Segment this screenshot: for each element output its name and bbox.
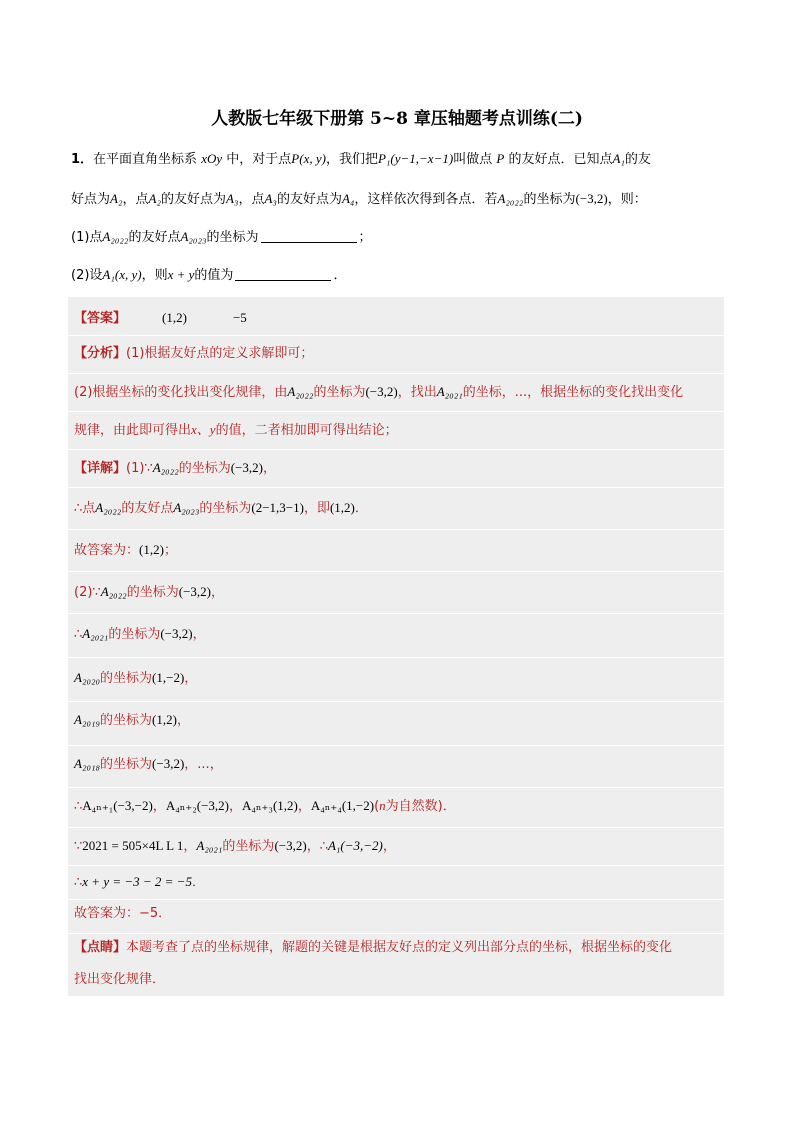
text: 的坐标为 bbox=[222, 839, 275, 854]
analysis-line-2 bbox=[74, 383, 683, 402]
math-coordinate: (−3,2) bbox=[575, 191, 608, 206]
text: (1)根据友好点的定义求解即可； bbox=[126, 346, 314, 361]
math-a4: A₄ bbox=[341, 191, 355, 206]
divider bbox=[68, 827, 724, 828]
text: 的坐标为 bbox=[126, 585, 179, 600]
math-a2021: A₂₀₂₁ bbox=[82, 626, 109, 641]
text: ， bbox=[210, 585, 224, 600]
text: ，...， bbox=[184, 757, 223, 772]
math-expression: x + y = −3 − 2 = −5 bbox=[82, 874, 192, 889]
math-a2020: A₂₀₂₀ bbox=[74, 670, 101, 685]
math-p: P bbox=[496, 151, 505, 166]
text: ． bbox=[354, 501, 368, 516]
math-x-plus-y: x + y bbox=[167, 267, 195, 282]
math-a2018: A₂₀₁₈ bbox=[74, 756, 101, 771]
divider bbox=[68, 411, 724, 412]
divider bbox=[68, 335, 724, 336]
text: ， bbox=[184, 671, 198, 686]
divider bbox=[68, 613, 724, 614]
text: 的坐标为 bbox=[199, 501, 252, 516]
text: ． bbox=[333, 268, 347, 283]
text: 的坐标为 bbox=[523, 192, 576, 207]
math-sequence-term: A₄ₙ₊₄(1,−2) bbox=[310, 798, 375, 813]
text: 的友好点 bbox=[128, 230, 181, 245]
math-point-p: P(x, y) bbox=[291, 151, 326, 166]
divider bbox=[68, 373, 724, 374]
detail-line-6 bbox=[74, 669, 197, 688]
text: (2)∵ bbox=[74, 585, 101, 600]
text: 的友好点．已知点 bbox=[508, 152, 613, 167]
text: 的坐标为 bbox=[313, 385, 366, 400]
text: ； bbox=[163, 543, 177, 558]
math-coordinate: (−3,2) bbox=[160, 626, 193, 641]
text: (2)根据坐标的变化找出变化规律，由 bbox=[74, 385, 288, 400]
divider bbox=[68, 865, 724, 866]
text: (1)∵ bbox=[126, 461, 153, 476]
divider bbox=[68, 787, 724, 788]
question-number: 1． bbox=[71, 152, 94, 167]
text: 本题考查了点的坐标规律，解题的关键是根据友好点的定义列出部分点的坐标，根据坐标的变化 bbox=[126, 940, 673, 955]
text: ∴ bbox=[74, 875, 83, 890]
detail-line-3 bbox=[74, 541, 177, 560]
divider bbox=[68, 487, 724, 488]
text: ， bbox=[183, 839, 197, 854]
detail-line-1 bbox=[74, 459, 276, 478]
text: 的坐标为 bbox=[100, 671, 153, 686]
text: ，我们把 bbox=[325, 152, 378, 167]
question-line-2 bbox=[71, 190, 647, 209]
text: ∵ bbox=[74, 839, 83, 854]
math-a2023: A₂₀₂₃ bbox=[180, 229, 207, 244]
math-a2021: A₂₀₂₁ bbox=[196, 838, 223, 853]
text: 的友好点 bbox=[121, 501, 174, 516]
text: 好点为 bbox=[71, 192, 111, 207]
math-sequence-term: A₄ₙ₊₃(1,2) bbox=[242, 798, 298, 813]
text: ，点 bbox=[122, 192, 149, 207]
text: 的友好点为 bbox=[276, 192, 342, 207]
math-a1: A₁(x, y) bbox=[102, 267, 142, 282]
math-coordinate: (−3,2) bbox=[178, 584, 211, 599]
text: ， bbox=[263, 461, 277, 476]
comment-line-1 bbox=[74, 939, 672, 957]
text: 的坐标为 bbox=[206, 230, 259, 245]
text: 叫做点 bbox=[453, 152, 493, 167]
math-a2022: A₂₀₂₂ bbox=[152, 460, 179, 475]
divider bbox=[68, 933, 724, 934]
text: ， bbox=[297, 799, 311, 814]
text: 为自然数)． bbox=[385, 799, 456, 814]
text: 故答案为：−5． bbox=[74, 906, 172, 921]
text: 的坐标为 bbox=[100, 713, 153, 728]
math-x-y: x、y bbox=[191, 422, 216, 437]
math-coordinate: (−3,2) bbox=[274, 838, 307, 853]
text: 中，对于点 bbox=[226, 152, 292, 167]
text: 的坐标为 bbox=[108, 627, 161, 642]
math-n: n bbox=[379, 798, 386, 813]
math-p1: P₁(y−1,−x−1) bbox=[377, 151, 454, 166]
math-a2019: A₂₀₁₉ bbox=[74, 712, 101, 727]
math-coordinate: (−3,2) bbox=[230, 460, 263, 475]
detail-label: 【详解】 bbox=[74, 461, 127, 476]
analysis-label: 【分析】 bbox=[74, 346, 127, 361]
math-sequence-term: A₄ₙ₊₁(−3,−2) bbox=[82, 798, 153, 813]
divider bbox=[68, 745, 724, 746]
math-coordinate: (1,−2) bbox=[152, 670, 185, 685]
detail-line-10 bbox=[74, 837, 396, 856]
text: ，则 bbox=[141, 268, 168, 283]
text: ，则： bbox=[607, 192, 647, 207]
text: 的友 bbox=[624, 152, 651, 167]
math-a3: A₃ bbox=[264, 191, 277, 206]
math-coordinate: (−3,2) bbox=[365, 384, 398, 399]
text: 规律，由此即可得出 bbox=[74, 423, 192, 438]
math-a2022: A₂₀₂₂ bbox=[287, 384, 314, 399]
math-coordinate: (1,2) bbox=[139, 542, 164, 557]
math-a2: A₂ bbox=[110, 191, 123, 206]
analysis-line-3 bbox=[74, 421, 398, 440]
question-line-3 bbox=[71, 228, 372, 247]
analysis-line-1 bbox=[74, 345, 313, 363]
math-a2022: A₂₀₂₂ bbox=[95, 500, 122, 515]
text: ， bbox=[192, 627, 206, 642]
text: 的值为 bbox=[194, 268, 234, 283]
text: (1)点 bbox=[71, 230, 103, 245]
math-xoy: xOy bbox=[201, 151, 223, 166]
answer-value-1: (1,2) bbox=[162, 310, 187, 325]
answer-value-2: −5 bbox=[232, 310, 247, 325]
detail-line-12 bbox=[74, 905, 171, 923]
text: 的坐标为 bbox=[100, 757, 153, 772]
question-line-4 bbox=[71, 266, 346, 285]
comment-line-2 bbox=[74, 971, 165, 989]
text: 在平面直角坐标系 bbox=[93, 152, 198, 167]
answer-line bbox=[74, 309, 247, 328]
text: ； bbox=[358, 230, 372, 245]
text: ∴ bbox=[74, 799, 83, 814]
math-coordinate: (−3,2) bbox=[152, 756, 185, 771]
math-expression: 2021 = 505×4L L 1 bbox=[82, 838, 184, 853]
detail-line-2 bbox=[74, 499, 368, 518]
divider bbox=[68, 657, 724, 658]
text: 的坐标，...，根据坐标的变化找出变化 bbox=[462, 385, 684, 400]
math-a2021: A₂₀₂₁ bbox=[436, 384, 463, 399]
divider bbox=[68, 899, 724, 900]
answer-blank-1[interactable] bbox=[261, 230, 357, 243]
math-a2022: A₂₀₂₂ bbox=[100, 584, 127, 599]
page-title: 人教版七年级下册第 5~8 章压轴题考点训练(二) bbox=[211, 109, 583, 129]
solution-panel bbox=[68, 297, 724, 996]
divider bbox=[68, 701, 724, 702]
math-coordinate: (1,2) bbox=[329, 500, 355, 515]
text: 的坐标为 bbox=[178, 461, 231, 476]
text: 找出变化规律． bbox=[74, 972, 166, 987]
text: ，找出 bbox=[397, 385, 437, 400]
divider bbox=[68, 449, 724, 450]
answer-blank-2[interactable] bbox=[235, 268, 331, 281]
detail-line-8 bbox=[74, 755, 223, 774]
question-line-1 bbox=[71, 150, 651, 169]
math-a1: A₁ bbox=[612, 151, 625, 166]
text: ∴ bbox=[74, 627, 83, 642]
text: ， bbox=[152, 799, 166, 814]
detail-line-11 bbox=[74, 873, 205, 892]
math-coordinate: (1,2) bbox=[152, 712, 177, 727]
math-a2022: A₂₀₂₂ bbox=[497, 191, 524, 206]
text: 的值，二者相加即可得出结论； bbox=[215, 423, 398, 438]
divider bbox=[68, 529, 724, 530]
answer-label: 【答案】 bbox=[74, 311, 127, 326]
detail-line-7 bbox=[74, 711, 190, 730]
math-coordinate: (2−1,3−1) bbox=[251, 500, 304, 515]
divider bbox=[68, 571, 724, 572]
text: ． bbox=[191, 875, 205, 890]
detail-line-5 bbox=[74, 625, 206, 644]
text: ，这样依次得到各点．若 bbox=[354, 192, 498, 207]
math-a2023: A₂₀₂₃ bbox=[173, 500, 200, 515]
text: 故答案为： bbox=[74, 543, 140, 558]
text: ， bbox=[382, 839, 396, 854]
math-a1: A₁(−3,−2) bbox=[327, 838, 383, 853]
text: ( bbox=[374, 799, 380, 814]
text: ， bbox=[176, 713, 190, 728]
text: ，即 bbox=[303, 501, 330, 516]
text: ， bbox=[229, 799, 243, 814]
math-a2: A₂ bbox=[148, 191, 161, 206]
text: 的友好点为 bbox=[160, 192, 226, 207]
math-sequence-term: A₄ₙ₊₂(−3,2) bbox=[165, 798, 229, 813]
text: ，点 bbox=[238, 192, 265, 207]
text: (2)设 bbox=[71, 268, 103, 283]
detail-line-4 bbox=[74, 583, 224, 602]
math-a3: A₃ bbox=[225, 191, 239, 206]
detail-line-9 bbox=[74, 797, 456, 816]
comment-label: 【点睛】 bbox=[74, 940, 127, 955]
math-a2022: A₂₀₂₂ bbox=[102, 229, 129, 244]
text: ∴点 bbox=[74, 501, 96, 516]
text: ，∴ bbox=[306, 839, 328, 854]
